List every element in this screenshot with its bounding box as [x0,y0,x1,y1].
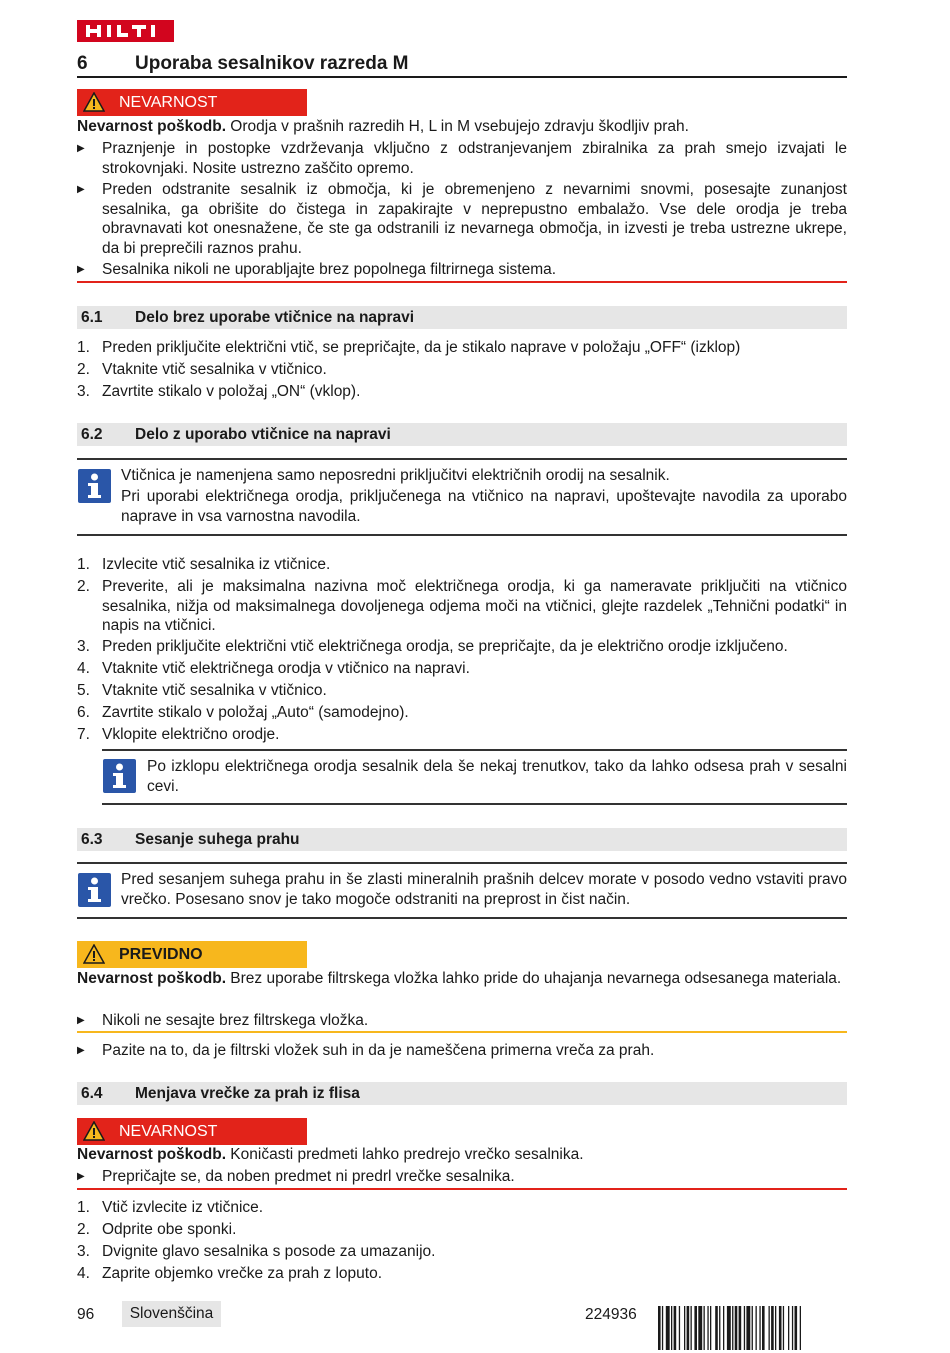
chapter-header [77,50,847,78]
danger-label: NEVARNOST [119,1123,218,1140]
bullet-arrow-icon: ▶ [77,264,85,275]
warning-triangle-icon [83,92,105,112]
info-text: Vtičnica je namenjena samo neposredni priključitvi električnih orodij na sesalnik. [121,467,670,484]
info-text: Po izklopu električnega orodja sesalnik dela še nekaj trenutkov, tako da lahko odsesa prah v sesalni cevi. [147,758,847,795]
section-number: 6.4 [81,1085,103,1102]
info-rule-top [77,458,847,460]
caution-lead-bold: Nevarnost poškodb. [77,970,226,987]
section-number: 6.1 [81,309,103,326]
danger-lead [77,117,847,137]
danger-end-rule [77,281,847,283]
danger-lead [77,1145,847,1165]
chapter-title: Uporaba sesalnikov razreda M [135,53,409,74]
info-icon [78,873,111,907]
section-heading-6-2 [77,423,847,446]
danger-lead-bold: Nevarnost poškodb. [77,1146,226,1163]
warning-triangle-icon [83,944,105,964]
bullet-arrow-icon: ▶ [77,1171,85,1182]
danger-label: NEVARNOST [119,94,218,111]
bullet-arrow-icon: ▶ [77,184,85,195]
section-number: 6.3 [81,831,103,848]
caution-label-box [77,941,307,968]
bullet-arrow-icon: ▶ [77,1015,85,1026]
bullet-text: Prepričajte se, da noben predmet ni predrl vrečke sesalnika. [102,1168,515,1185]
caution-lead-text: Brez uporabe filtrskega vložka lahko pride do uhajanja nevarnega odsesanega materiala. [226,970,842,987]
info-icon [78,469,111,503]
section-title: Menjava vrečke za prah iz flisa [135,1085,360,1102]
caution-end-rule [77,1031,847,1033]
info-rule-top [102,749,847,751]
danger-lead-bold: Nevarnost poškodb. [77,118,226,135]
document-code: 224936 [585,1306,637,1323]
bullet-text: Praznjenje in postopke vzdrževanja vključno z odstranjevanjem zbiralnika za prah smejo izvajati le strokovnjaki. Nosite ustrezno zaščito opremo. [102,140,847,177]
danger-lead-text: Orodja v prašnih razredih H, L in M vsebujejo zdravju škodljiv prah. [226,118,689,135]
barcode [658,1306,848,1350]
bullet-text: Preden odstranite sesalnik iz območja, ki je obremenjeno z nevarnimi snovmi, posesajte zunanjost sesalnika, ga obrišite do čistega in zapakirajte v neprepustno embalažo. Vse dele orodja je treba obravnavati kot onesnažene, če ste ga odstranili iz nevarnega območja, in izvesti je treba ustrezne ukrepe, da bi preprečili raznos prahu. [102,181,847,257]
info-rule-top [77,862,847,864]
warning-triangle-icon [83,1121,105,1141]
hilti-logo [77,20,174,42]
bullet-arrow-icon: ▶ [77,1045,85,1056]
danger-end-rule [77,1188,847,1190]
section-number: 6.2 [81,426,103,443]
info-rule-bottom [77,534,847,536]
chapter-number: 6 [77,53,88,74]
section-title: Sesanje suhega prahu [135,831,300,848]
section-title: Delo brez uporabe vtičnice na napravi [135,309,415,326]
caution-lead [77,969,847,989]
bullet-text: Nikoli ne sesajte brez filtrskega vložka. [102,1012,369,1029]
section-heading-6-1 [77,306,847,329]
section-heading-6-3 [77,828,847,851]
language-tag: Slovenščina [122,1301,221,1327]
caution-label: PREVIDNO [119,946,203,963]
danger-label-box [77,1118,307,1145]
info-text: Pred sesanjem suhega prahu in še zlasti mineralnih prašnih delcev morate v posodo vedno vstaviti pravo vrečko. Posesano snov je tako mogoče odstraniti na preprost in čist način. [121,871,847,908]
section-title: Delo z uporabo vtičnice na napravi [135,426,391,443]
bullet-arrow-icon: ▶ [77,143,85,154]
bullet-text: Pazite na to, da je filtrski vložek suh in da je nameščena primerna vreča za prah. [102,1042,655,1059]
info-icon [103,759,136,793]
danger-label-box [77,89,307,116]
info-rule-bottom [77,917,847,919]
info-rule-bottom [102,803,847,805]
bullet-text: Sesalnika nikoli ne uporabljajte brez popolnega filtrirnega sistema. [102,261,557,278]
page-number: 96 [77,1306,95,1323]
section-heading-6-4 [77,1082,847,1105]
info-text: Pri uporabi električnega orodja, priključenega na vtičnico na napravi, upoštevajte navodila za uporabo naprave in vsa varnostna navodila. [121,488,847,525]
danger-lead-text: Koničasti predmeti lahko predrejo vrečko sesalnika. [226,1146,584,1163]
